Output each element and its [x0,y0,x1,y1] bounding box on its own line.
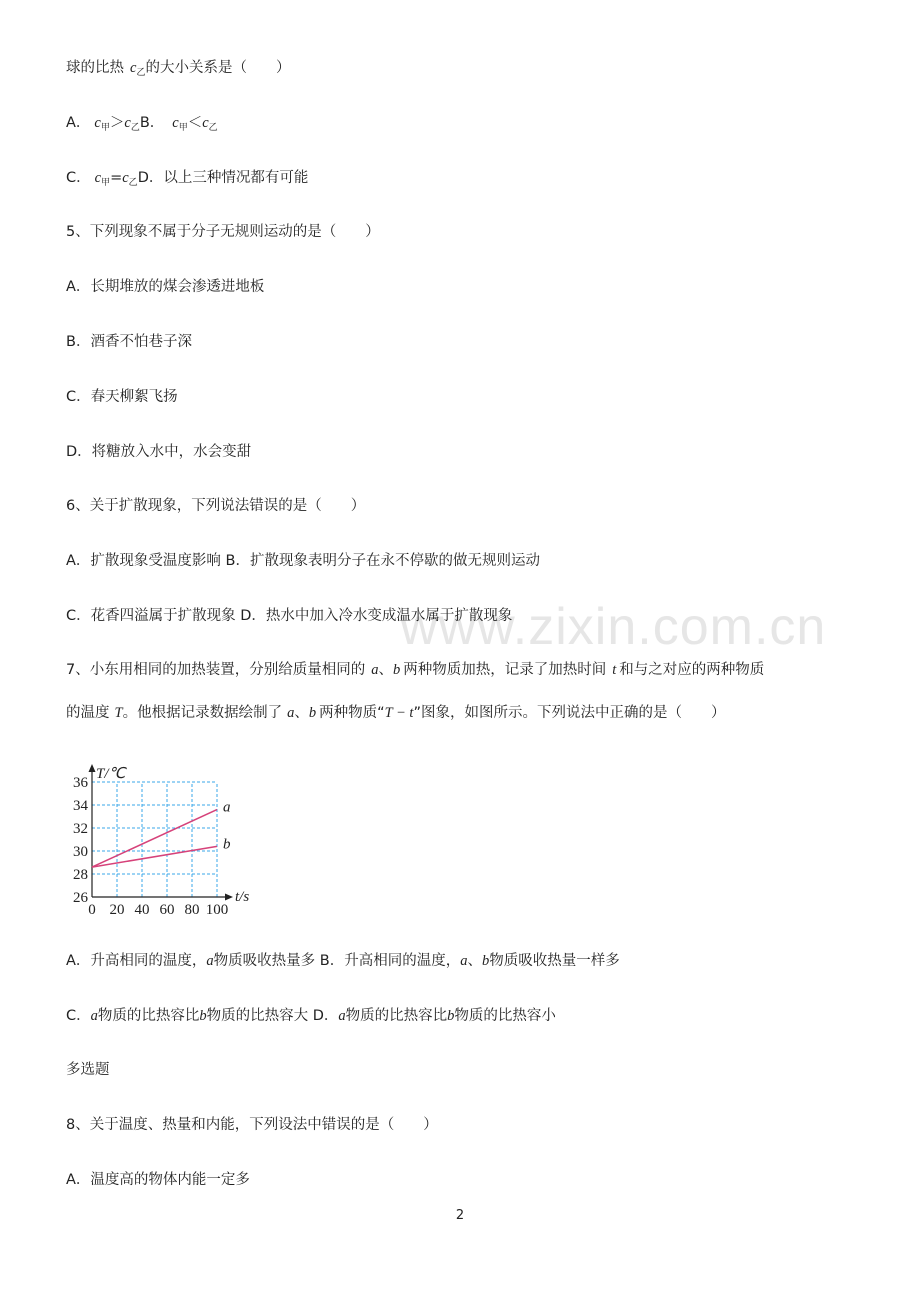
q7-stem-line2: 的温度 T。他根据记录数据绘制了 a、b 两种物质“T − t”图象，如图所示。下列说法中正确的是（ ） [66,705,726,721]
q8-stem: 8、关于温度、热量和内能，下列设法中错误的是（ ） [66,1117,438,1133]
q5-option-d: D．将糖放入水中，水会变甜 [66,444,252,460]
y-tick-label: 26 [73,890,88,906]
q6-options-ab: A．扩散现象受温度影响 B．扩散现象表明分子在永不停歇的做无规则运动 [66,553,540,569]
x-tick-label: 100 [205,902,229,918]
y-tick-label: 28 [73,867,88,883]
y-tick-label: 36 [73,775,88,791]
q7-formula: T − t [384,705,414,721]
q7-options-ab: A．升高相同的温度，a物质吸收热量多 B．升高相同的温度，a、b物质吸收热量一样多 [66,953,620,969]
series-line-a [92,810,217,868]
q6-stem: 6、关于扩散现象，下列说法错误的是（ ） [66,498,366,514]
y-tick-label: 34 [73,798,88,814]
chart-grid [92,782,217,897]
q4-options-cd [66,168,308,193]
q4-options-ab [66,113,218,138]
x-axis-label: t/s [235,889,250,905]
chart-labels [73,766,249,918]
q5-option-b: B．酒香不怕巷子深 [66,334,192,350]
q7-options-cd: C．a物质的比热容比b物质的比热容大 D．a物质的比热容比b物质的比热容小 [66,1008,556,1024]
y-axis-label: T/℃ [96,766,126,782]
watermark: www.zixin.com.cn [400,598,827,656]
q5-option-a: A．长期堆放的煤会渗透进地板 [66,279,265,295]
x-tick-label: 60 [159,902,175,918]
q4-option-b: B． $c_甲<c_乙$ [139,115,218,133]
series-line-b [92,846,217,867]
series-label-a: a [223,799,231,816]
q5-stem: 5、下列现象不属于分子无规则运动的是（ ） [66,224,380,240]
y-tick-label: 32 [73,821,88,837]
x-axis-arrow [225,894,233,901]
x-tick-label: 20 [109,902,125,918]
q8-option-a: A．温度高的物体内能一定多 [66,1172,250,1188]
x-tick-label: 40 [134,902,150,918]
page-number: 2 [455,1208,465,1223]
section-heading-multiple-choice: 多选题 [66,1062,110,1078]
q4-option-c: C． $c_甲=c_乙$ [66,170,138,188]
q4-option-a: A． $c_甲>c_乙$ [66,115,140,133]
chart-series [92,810,217,868]
chart-axes [89,764,234,901]
x-tick-label: 80 [184,902,200,918]
q4-option-d: D．以上三种情况都有可能 [137,170,309,186]
q7-stem-line1: 7、小东用相同的加热装置，分别给质量相同的 a、b 两种物质加热，记录了加热时间 t 和与之对应的两种物质 [66,662,765,678]
y-tick-label: 30 [73,844,88,860]
temperature-time-chart [60,752,260,920]
q5-option-c: C．春天柳絮飞扬 [66,389,178,405]
y-axis-arrow [89,764,96,772]
q4-stem-tail: 球的比热 $c_乙$的大小关系是（ ） [66,60,291,78]
series-label-b: b [223,836,231,853]
q6-options-cd: C．花香四溢属于扩散现象 D．热水中加入冷水变成温水属于扩散现象 [66,608,513,624]
x-tick-label: 0 [88,902,96,918]
